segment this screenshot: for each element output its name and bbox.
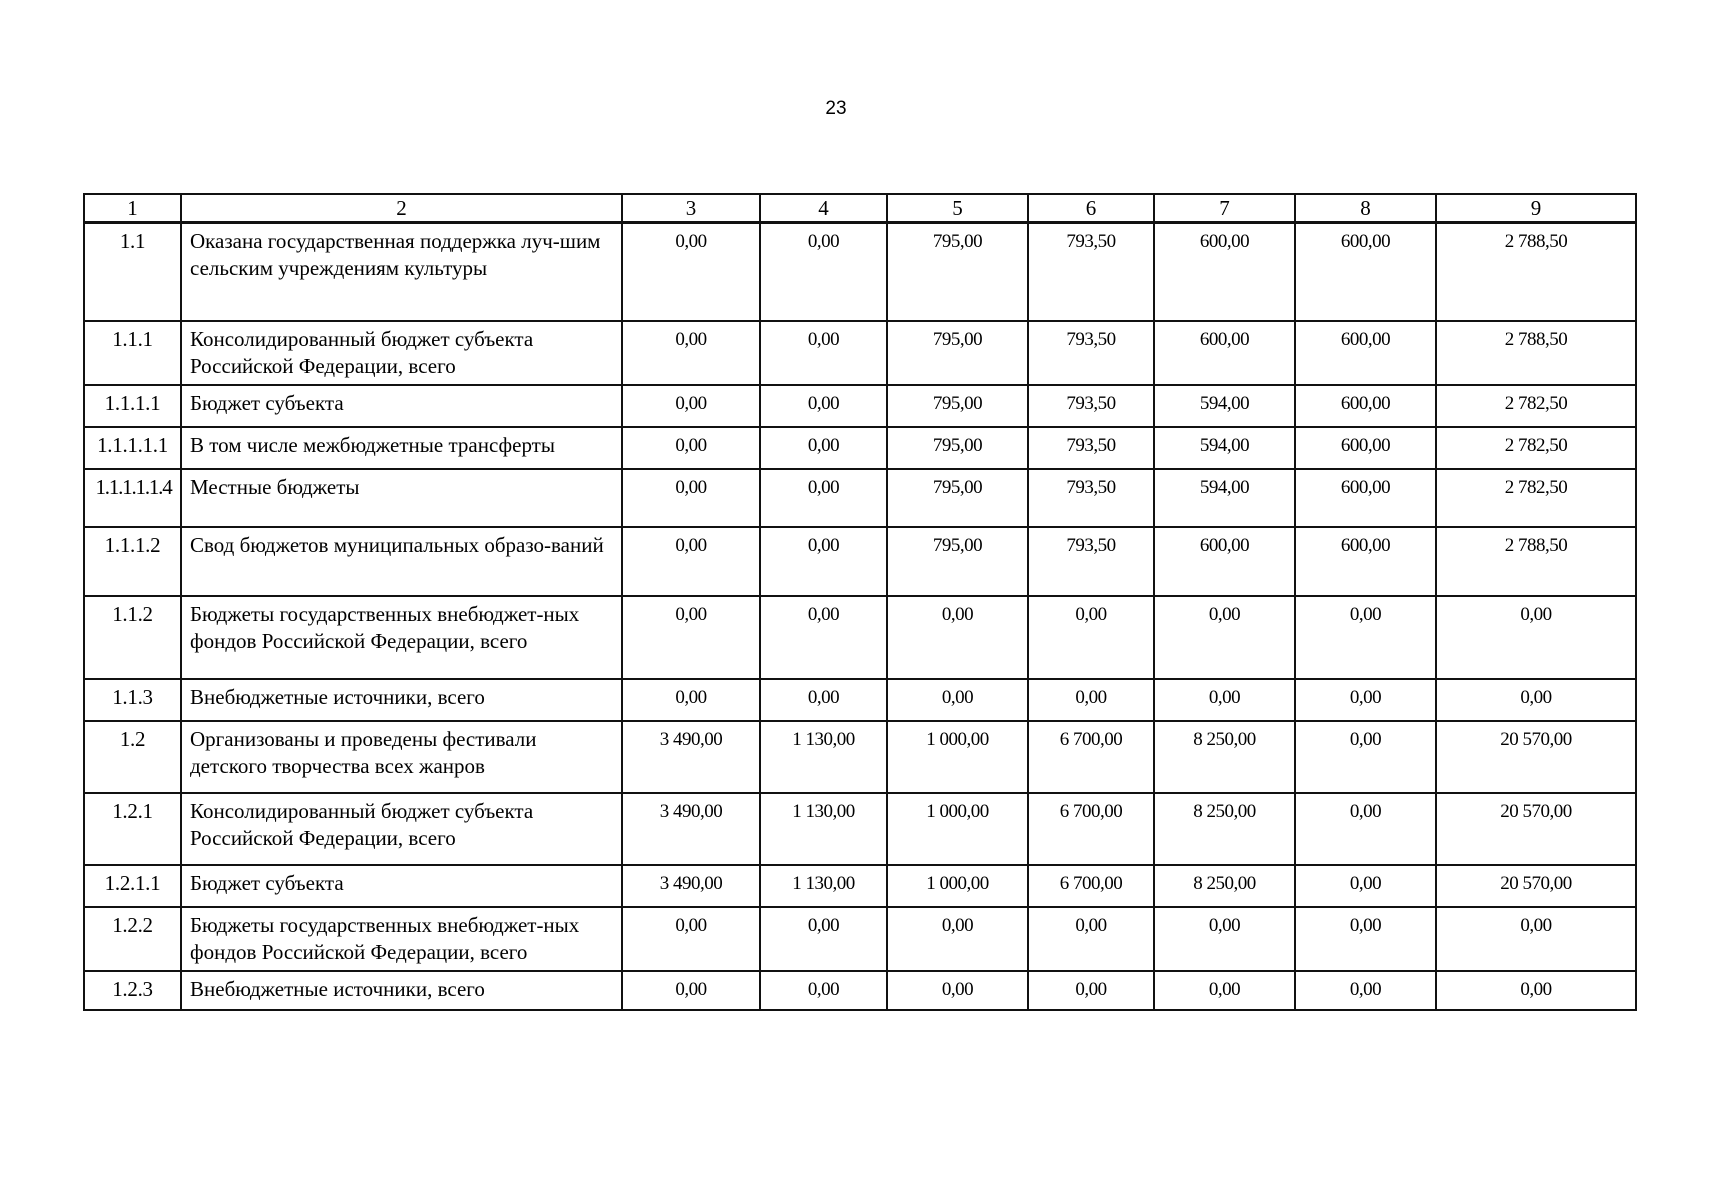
header-cell: 3 [622, 194, 760, 223]
value-cell: 1 000,00 [887, 721, 1028, 793]
value-cell: 0,00 [760, 596, 887, 679]
value-cell: 0,00 [622, 385, 760, 427]
value-cell: 795,00 [887, 527, 1028, 596]
value-cell: 0,00 [760, 971, 887, 1010]
value-cell: 0,00 [622, 427, 760, 469]
table-row [84, 679, 1636, 721]
value-cell: 0,00 [1295, 679, 1436, 721]
value-cell: 1 130,00 [760, 721, 887, 793]
value-cell: 0,00 [1436, 679, 1636, 721]
table-row [84, 223, 1636, 321]
header-cell: 6 [1028, 194, 1154, 223]
value-cell: 795,00 [887, 223, 1028, 321]
value-cell: 594,00 [1154, 427, 1295, 469]
value-cell: 0,00 [760, 427, 887, 469]
value-cell: 0,00 [1028, 971, 1154, 1010]
value-cell: 20 570,00 [1436, 793, 1636, 865]
value-cell: 2 782,50 [1436, 385, 1636, 427]
value-cell: 0,00 [1295, 793, 1436, 865]
value-cell: 0,00 [1295, 721, 1436, 793]
table-row [84, 427, 1636, 469]
page-number: 23 [825, 98, 847, 119]
value-cell: 594,00 [1154, 385, 1295, 427]
value-cell: 793,50 [1028, 321, 1154, 385]
value-cell: 8 250,00 [1154, 865, 1295, 907]
row-code: 1.1.1 [84, 321, 181, 385]
table-row [84, 321, 1636, 385]
row-code: 1.2.3 [84, 971, 181, 1010]
value-cell: 20 570,00 [1436, 865, 1636, 907]
value-cell: 793,50 [1028, 469, 1154, 527]
value-cell: 0,00 [1295, 907, 1436, 971]
row-name: Свод бюджетов муниципальных образо-ваний [181, 527, 622, 596]
row-code: 1.1.1.1 [84, 385, 181, 427]
header-cell: 4 [760, 194, 887, 223]
value-cell: 795,00 [887, 427, 1028, 469]
value-cell: 0,00 [1028, 907, 1154, 971]
row-name: Внебюджетные источники, всего [181, 971, 622, 1010]
value-cell: 0,00 [887, 596, 1028, 679]
row-name: Бюджеты государственных внебюджет-ных фондов Российской Федерации, всего [181, 596, 622, 679]
row-code: 1.1.1.1.1.4 [84, 469, 181, 527]
budget-table [83, 193, 1637, 1011]
value-cell: 3 490,00 [622, 721, 760, 793]
value-cell: 600,00 [1295, 527, 1436, 596]
value-cell: 0,00 [622, 971, 760, 1010]
value-cell: 0,00 [1436, 907, 1636, 971]
value-cell: 0,00 [1295, 596, 1436, 679]
value-cell: 0,00 [760, 527, 887, 596]
value-cell: 0,00 [622, 679, 760, 721]
value-cell: 0,00 [1295, 865, 1436, 907]
header-cell: 5 [887, 194, 1028, 223]
header-cell: 7 [1154, 194, 1295, 223]
value-cell: 2 788,50 [1436, 321, 1636, 385]
value-cell: 0,00 [622, 321, 760, 385]
value-cell: 6 700,00 [1028, 793, 1154, 865]
value-cell: 2 782,50 [1436, 427, 1636, 469]
value-cell: 0,00 [622, 469, 760, 527]
value-cell: 0,00 [1028, 596, 1154, 679]
value-cell: 1 130,00 [760, 865, 887, 907]
header-cell: 9 [1436, 194, 1636, 223]
table-row [84, 721, 1636, 793]
header-cell: 2 [181, 194, 622, 223]
value-cell: 6 700,00 [1028, 865, 1154, 907]
value-cell: 1 130,00 [760, 793, 887, 865]
value-cell: 0,00 [622, 223, 760, 321]
value-cell: 1 000,00 [887, 865, 1028, 907]
value-cell: 2 788,50 [1436, 527, 1636, 596]
table-row [84, 469, 1636, 527]
header-row [84, 194, 1636, 223]
value-cell: 795,00 [887, 385, 1028, 427]
value-cell: 6 700,00 [1028, 721, 1154, 793]
value-cell: 594,00 [1154, 469, 1295, 527]
table-row [84, 971, 1636, 1010]
value-cell: 0,00 [1154, 907, 1295, 971]
row-name: В том числе межбюджетные трансферты [181, 427, 622, 469]
value-cell: 2 782,50 [1436, 469, 1636, 527]
value-cell: 0,00 [1154, 971, 1295, 1010]
value-cell: 8 250,00 [1154, 721, 1295, 793]
table-row [84, 907, 1636, 971]
value-cell: 8 250,00 [1154, 793, 1295, 865]
row-name: Внебюджетные источники, всего [181, 679, 622, 721]
value-cell: 0,00 [1154, 679, 1295, 721]
value-cell: 0,00 [887, 971, 1028, 1010]
value-cell: 0,00 [760, 907, 887, 971]
value-cell: 600,00 [1295, 223, 1436, 321]
value-cell: 2 788,50 [1436, 223, 1636, 321]
table-row [84, 385, 1636, 427]
value-cell: 793,50 [1028, 223, 1154, 321]
value-cell: 0,00 [1436, 971, 1636, 1010]
value-cell: 1 000,00 [887, 793, 1028, 865]
value-cell: 0,00 [1154, 596, 1295, 679]
row-code: 1.1.1.1.1 [84, 427, 181, 469]
header-cell: 1 [84, 194, 181, 223]
row-code: 1.1.3 [84, 679, 181, 721]
value-cell: 0,00 [760, 469, 887, 527]
value-cell: 793,50 [1028, 527, 1154, 596]
row-code: 1.2.2 [84, 907, 181, 971]
row-name: Оказана государственная поддержка луч-шим сельским учреждениям культуры [181, 223, 622, 321]
table-row [84, 527, 1636, 596]
value-cell: 20 570,00 [1436, 721, 1636, 793]
value-cell: 0,00 [887, 907, 1028, 971]
row-name: Бюджет субъекта [181, 865, 622, 907]
value-cell: 0,00 [1295, 971, 1436, 1010]
value-cell: 793,50 [1028, 385, 1154, 427]
value-cell: 600,00 [1295, 385, 1436, 427]
row-code: 1.1 [84, 223, 181, 321]
table-body [84, 194, 1636, 1010]
value-cell: 0,00 [622, 907, 760, 971]
table-row [84, 865, 1636, 907]
value-cell: 0,00 [760, 321, 887, 385]
row-name: Бюджеты государственных внебюджет-ных фондов Российской Федерации, всего [181, 907, 622, 971]
value-cell: 793,50 [1028, 427, 1154, 469]
value-cell: 0,00 [887, 679, 1028, 721]
row-code: 1.2 [84, 721, 181, 793]
table-row [84, 596, 1636, 679]
value-cell: 0,00 [760, 385, 887, 427]
value-cell: 600,00 [1295, 427, 1436, 469]
value-cell: 0,00 [1028, 679, 1154, 721]
value-cell: 600,00 [1295, 469, 1436, 527]
value-cell: 600,00 [1154, 223, 1295, 321]
value-cell: 0,00 [622, 527, 760, 596]
value-cell: 795,00 [887, 321, 1028, 385]
row-code: 1.2.1.1 [84, 865, 181, 907]
value-cell: 600,00 [1295, 321, 1436, 385]
value-cell: 795,00 [887, 469, 1028, 527]
value-cell: 600,00 [1154, 321, 1295, 385]
value-cell: 3 490,00 [622, 865, 760, 907]
value-cell: 600,00 [1154, 527, 1295, 596]
table-row [84, 793, 1636, 865]
value-cell: 0,00 [1436, 596, 1636, 679]
value-cell: 0,00 [760, 679, 887, 721]
row-name: Организованы и проведены фестивали детского творчества всех жанров [181, 721, 622, 793]
row-name: Бюджет субъекта [181, 385, 622, 427]
row-name: Консолидированный бюджет субъекта Российской Федерации, всего [181, 321, 622, 385]
row-code: 1.2.1 [84, 793, 181, 865]
row-code: 1.1.1.2 [84, 527, 181, 596]
row-name: Консолидированный бюджет субъекта Российской Федерации, всего [181, 793, 622, 865]
value-cell: 3 490,00 [622, 793, 760, 865]
row-name: Местные бюджеты [181, 469, 622, 527]
value-cell: 0,00 [760, 223, 887, 321]
header-cell: 8 [1295, 194, 1436, 223]
row-code: 1.1.2 [84, 596, 181, 679]
value-cell: 0,00 [622, 596, 760, 679]
